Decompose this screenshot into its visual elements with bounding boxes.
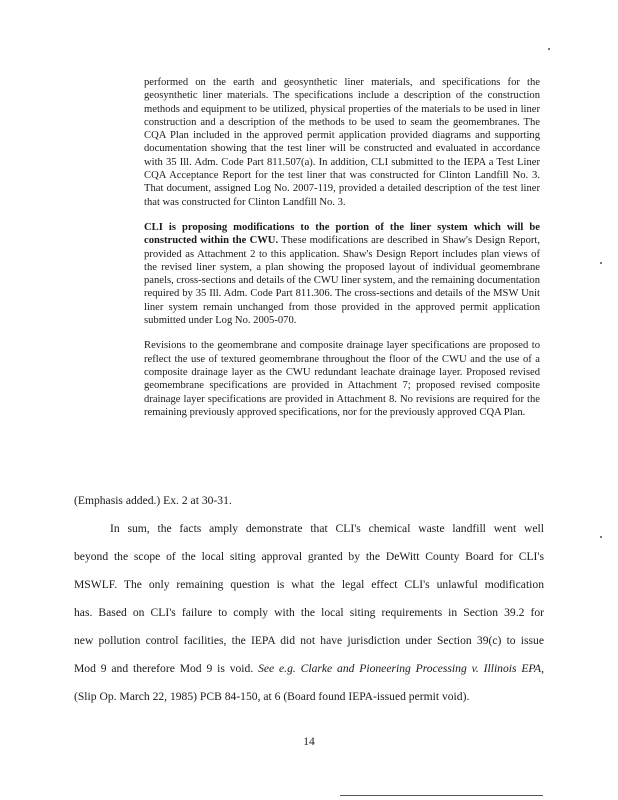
- body-line-5: new pollution control facilities, the IEPA did not have jurisdiction under Section 39(c) to issue: [74, 634, 544, 647]
- case-citation: See e.g. Clarke and Pioneering Processing v. Illinois EPA,: [258, 662, 544, 675]
- body-line-3: MSWLF. The only remaining question is what the legal effect CLI's unlawful modification: [74, 578, 544, 591]
- block-quote: [144, 76, 540, 431]
- citation: (Emphasis added.) Ex. 2 at 30-31.: [74, 494, 232, 507]
- body-line-6: [74, 662, 544, 675]
- scan-mark: [600, 536, 602, 538]
- scan-mark: [548, 48, 550, 50]
- footer-rule: [340, 795, 543, 796]
- quote-emphasis: CLI is proposing modifications to the portion of the liner system which will be constructed within the CWU.: [144, 221, 540, 247]
- body-line-2: beyond the scope of the local siting approval granted by the DeWitt County Board for CLI's: [74, 550, 544, 563]
- quote-paragraph-2-rest: These modifications are described in Shaw's Design Report, provided as Attachment 2 to this application. Shaw's Design Report includes plan views of the revised liner system, a plan showing the proposed layout of individual geomembrane panels, cross-sections and details of the CWU liner system, and the remaining documentation required by 35 Ill. Adm. Code Part 811.306. The cross-sections and details of the MSW Unit liner system remain unchanged from those provided in the approved permit application submitted under Log No. 2005-070.: [144, 235, 540, 327]
- page-number: 14: [303, 736, 315, 748]
- quote-paragraph-3: Revisions to the geomembrane and composite drainage layer specifications are proposed to reflect the use of textured geomembrane throughout the floor of the CWU and the use of a composite drainage layer as the CWU redundant leachate drainage layer. Proposed revised geomembrane specifications are provided in Attachment 7; proposed revised composite drainage layer specifications are provided in Attachment 8. No revisions are required for the remaining previously approved specifications, nor for the previously approved CQA Plan.: [144, 340, 540, 418]
- quote-paragraph-1: performed on the earth and geosynthetic liner materials, and specifications for the geosynthetic liner materials. The specifications include a description of the construction methods and equipment to be utilized, physical properties of the materials to be used in liner construction and a description of the methods to be used to seam the geomembranes. The CQA Plan included in the approved permit application provided diagrams and supporting documentation showing that the test liner will be constructed and evaluated in accordance with 35 Ill. Adm. Code Part 811.507(a). In addition, CLI submitted to the IEPA a Test Liner CQA Acceptance Report for the test liner that was constructed for Clinton Landfill No. 3. That document, assigned Log No. 2007-119, provided a detailed description of the test liner that was constructed for Clinton Landfill No. 3.: [144, 77, 540, 208]
- body-line-1: In sum, the facts amply demonstrate that CLI's chemical waste landfill went well: [110, 522, 544, 535]
- body-line-7: (Slip Op. March 22, 1985) PCB 84-150, at 6 (Board found IEPA-issued permit void).: [74, 690, 470, 703]
- body-line-4: has. Based on CLI's failure to comply with the local siting requirements in Section 39.2 for: [74, 606, 544, 619]
- quote-paragraph-2: [144, 221, 540, 327]
- scan-mark: [600, 262, 602, 264]
- body-line-6-text: Mod 9 and therefore Mod 9 is void.: [74, 662, 254, 675]
